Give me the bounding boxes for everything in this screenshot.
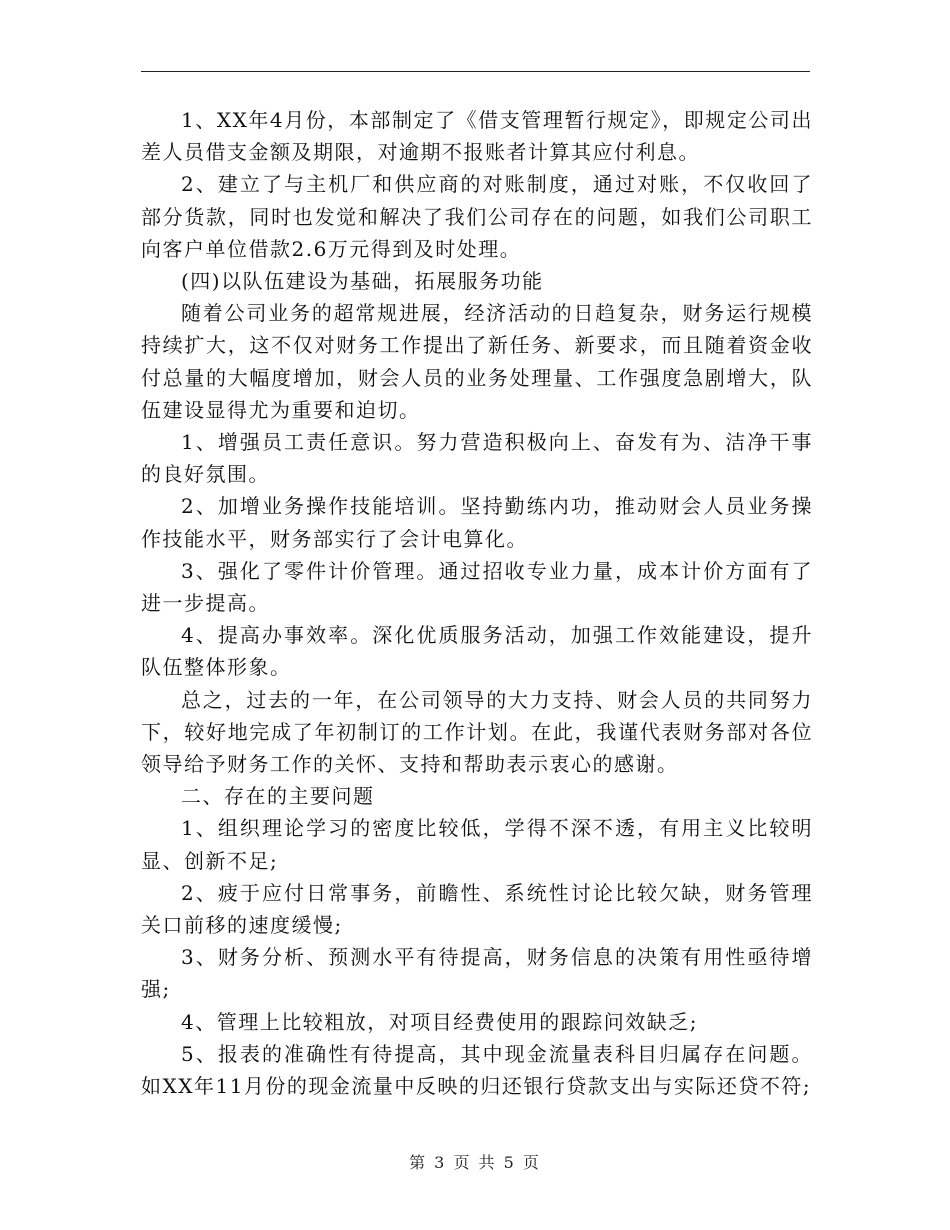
- paragraph: 4、管理上比较粗放，对项目经费使用的跟踪问效缺乏;: [181, 1009, 698, 1034]
- paragraph: 总之，过去的一年，在公司领导的大力支持、财会人员的共同努力下，较好地完成了年初制订的工作计划。在此，我谨代表财务部对各位领导给予财务工作的关怀、支持和帮助表示衷心的感谢。: [141, 687, 813, 777]
- paragraph: 1、组织理论学习的密度比较低，学得不深不透，有用主义比较明显、创新不足;: [141, 816, 813, 873]
- paragraph: 1、XX年4月份，本部制定了《借支管理暂行规定》，即规定公司出差人员借支金额及期限，对逾期不报账者计算其应付利息。: [141, 108, 813, 165]
- section-heading: (四)以队伍建设为基础，拓展服务功能: [181, 269, 544, 294]
- paragraph: 4、提高办事效率。深化优质服务活动，加强工作效能建设，提升队伍整体形象。: [141, 623, 813, 680]
- section-heading: 二、存在的主要问题: [181, 784, 375, 809]
- header-rule: [141, 71, 810, 72]
- page-number: 第 3 页 共 5 页: [409, 1153, 541, 1172]
- paragraph: 3、强化了零件计价管理。通过招收专业力量，成本计价方面有了进一步提高。: [141, 558, 813, 616]
- paragraph: 1、增强员工责任意识。努力营造积极向上、奋发有为、洁净干事的良好氛围。: [141, 430, 813, 487]
- paragraph: 2、加增业务操作技能培训。坚持勤练内功，推动财会人员业务操作技能水平，财务部实行了会计电算化。: [141, 494, 813, 551]
- paragraph: 随着公司业务的超常规进展，经济活动的日趋复杂，财务运行规模持续扩大，这不仅对财务工作提出了新任务、新要求，而且随着资金收付总量的大幅度增加，财会人员的业务处理量、工作强度急剧增大，队伍建设显得尤为重要和迫切。: [141, 301, 813, 422]
- paragraph: 2、建立了与主机厂和供应商的对账制度，通过对账，不仅收回了部分货款，同时也发觉和解决了我们公司存在的问题，如我们公司职工向客户单位借款2.6万元得到及时处理。: [141, 172, 813, 261]
- paragraph: 2、疲于应付日常事务，前瞻性、系统性讨论比较欠缺，财务管理关口前移的速度缓慢;: [141, 880, 813, 938]
- document-body: [141, 104, 813, 1102]
- paragraph: 3、财务分析、预测水平有待提高，财务信息的决策有用性亟待增强;: [141, 945, 813, 1002]
- paragraph: 5、报表的准确性有待提高，其中现金流量表科目归属存在问题。如XX年11月份的现金流量中反映的归还银行贷款支出与实际还贷不符;: [141, 1041, 813, 1099]
